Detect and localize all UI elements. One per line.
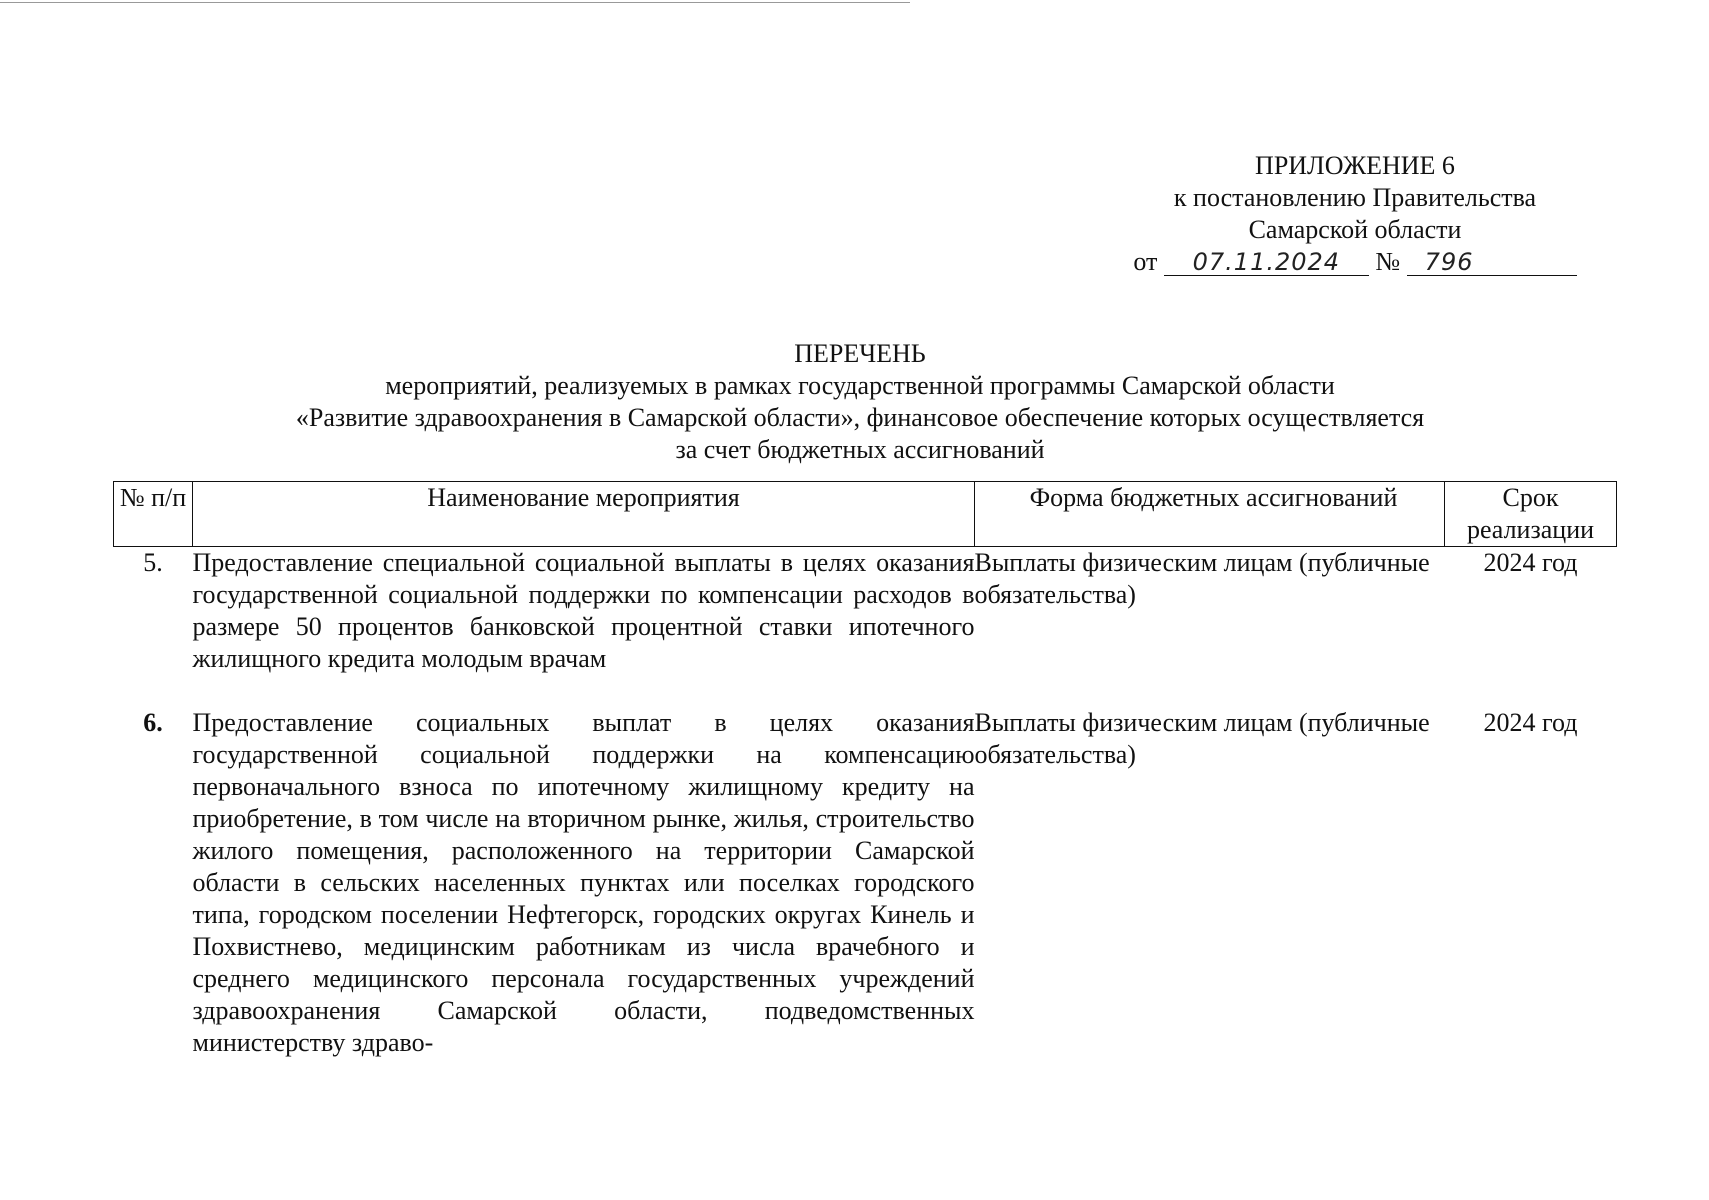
row-form: Выплаты физическим лицам (публичные обязательства) [974,548,1430,609]
heading-line-1: мероприятий, реализуемых в рамках государственной программы Самарской области [385,371,1335,400]
date-prefix: от [1133,247,1158,276]
header-form: Форма бюджетных ассигнований [975,482,1445,547]
handwritten-number: 796 [1424,248,1474,276]
appendix-date-line [1120,246,1590,278]
header-name: Наименование мероприятия [193,482,975,547]
row-term: 2024 год [1483,548,1578,577]
appendix-line-2: Самарской области [1248,215,1462,244]
row-num: 6. [143,708,163,737]
row-term: 2024 год [1483,708,1578,737]
row-name: Предоставление специальной социальной выплаты в целях оказания государственной социальной поддержки по компенсации расходов в размере 50 процентов банковской процентной ставки ипотечного жилищного кредита молодым врачам [192,548,975,673]
row-form: Выплаты физическим лицам (публичные обязательства) [974,708,1430,769]
table-row [114,547,1617,708]
measures-table [113,481,1617,1059]
row-num: 5. [143,548,163,577]
heading-title: ПЕРЕЧЕНЬ [794,339,926,368]
header-num: № п/п [114,482,193,547]
appendix-title: ПРИЛОЖЕНИЕ 6 [1255,151,1455,180]
appendix-line-1: к постановлению Правительства [1173,183,1537,212]
number-field [1407,249,1577,276]
table-row [114,707,1617,1059]
table-header-row [114,482,1617,547]
date-field [1164,249,1369,276]
number-prefix: № [1375,247,1401,276]
handwritten-date: 07.11.2024 [1192,248,1341,276]
scan-edge-line [0,2,910,3]
row-name: Предоставление социальных выплат в целях оказания государственной социальной поддержки на компенсацию первоначального взноса по ипотечному жилищному кредиту на приобретение, в том числе на вторичном рынке, жилья, строительство жилого помещения, расположенного на территории Самарской области в сельских населенных пунктах или поселках городского типа, городском поселении Нефтегорск, городских округах Кинель и Похвистнево, медицинским работникам из числа врачебного и среднего медицинского персонала государственных учреждений здравоохранения Самарской области, подведомственных министерству здраво- [192,708,975,1057]
document-heading [110,338,1610,466]
heading-line-3: за счет бюджетных ассигнований [675,435,1045,464]
appendix-block [1120,150,1590,278]
header-term: Срок реализации [1445,482,1617,547]
heading-line-2: «Развитие здравоохранения в Самарской области», финансовое обеспечение которых осуществляется [295,403,1425,432]
